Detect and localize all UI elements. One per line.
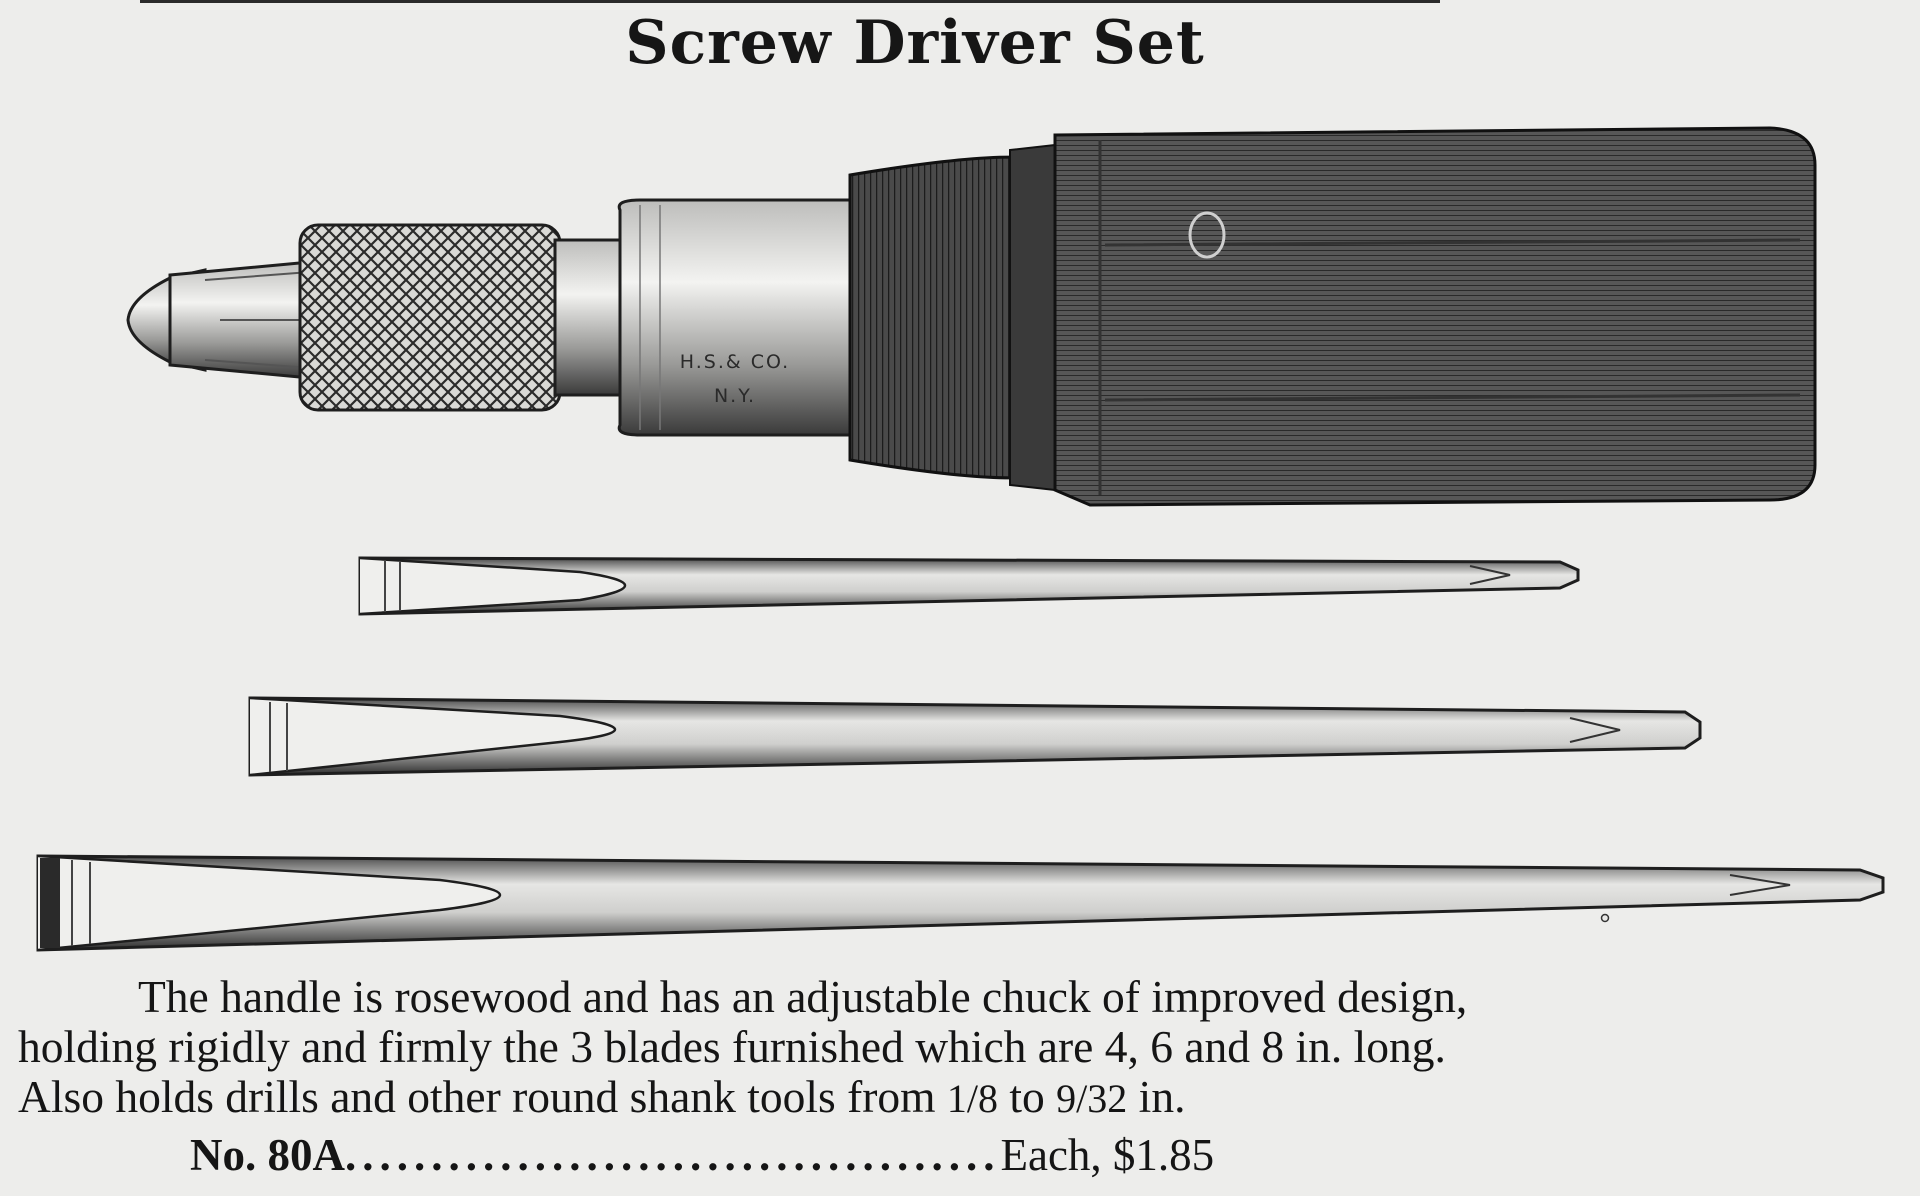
fraction-nine-thirtyseconds: 9/32 [1056, 1076, 1128, 1121]
description-line-2: holding rigidly and firmly the 3 blades furnished which are 4, 6 and 8 in. long. [18, 1021, 1446, 1072]
leader-dots: ...................................... [345, 1130, 1001, 1180]
description-line-3-end: in. [1138, 1071, 1186, 1122]
fraction-one-eighth: 1/8 [946, 1076, 999, 1121]
price: Each, $1.85 [1000, 1130, 1215, 1180]
page-title: Screw Driver Set [625, 8, 1205, 78]
description-line-3 [18, 1072, 1918, 1124]
screwdriver-handle [128, 128, 1815, 505]
description-line-3-start: Also holds drills and other round shank tools from [18, 1071, 936, 1122]
handle-engraving-line1: H.S.& CO. [679, 351, 791, 373]
blade-4-inch [360, 558, 1578, 614]
description-line-3-to: to [1009, 1071, 1045, 1122]
blade-6-inch [250, 698, 1700, 775]
catalog-number: No. 80A [190, 1130, 345, 1180]
product-description [18, 972, 1918, 1124]
blade-8-inch [38, 856, 1883, 950]
handle-engraving-line2: N.Y. [713, 385, 757, 407]
description-line-1: The handle is rosewood and has an adjustable chuck of improved design, [138, 971, 1468, 1022]
order-line [190, 1125, 1750, 1185]
